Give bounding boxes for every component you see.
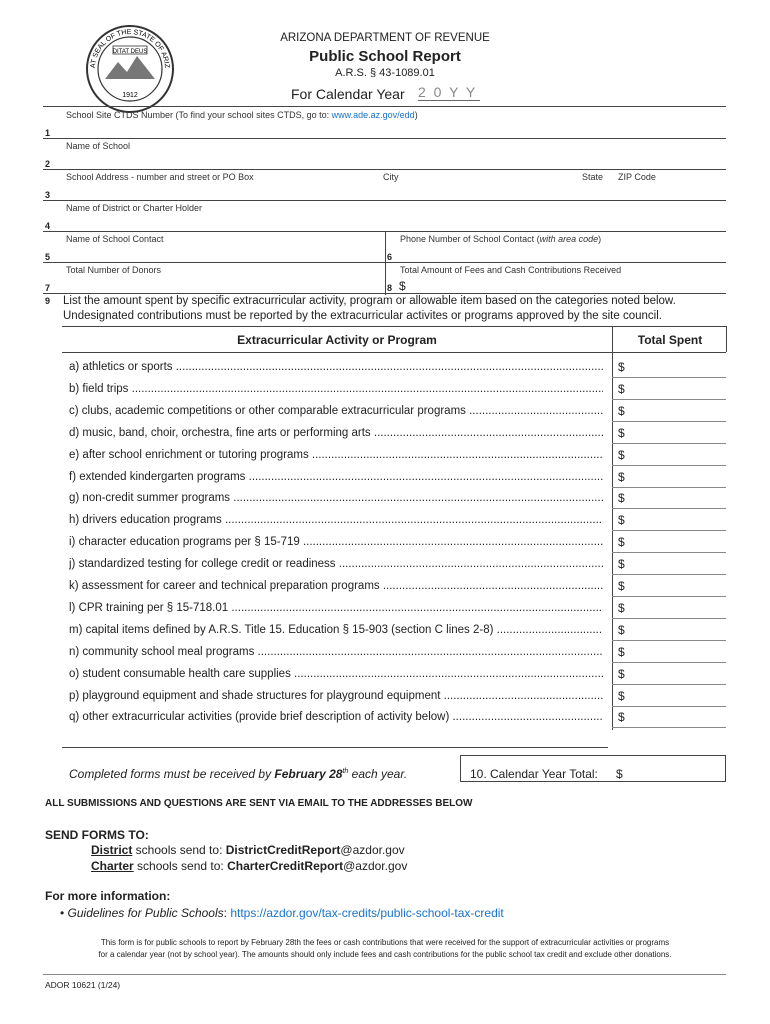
state-seal [85,24,175,114]
guidelines-link[interactable]: https://azdor.gov/tax-credits/public-school-tax-credit [230,906,504,920]
address-label: School Address - number and street or PO Box [66,172,254,182]
total-label: 10. Calendar Year Total: [470,767,598,781]
ctds-link[interactable]: www.ade.az.gov/edd [331,110,415,120]
activity-row-amount[interactable]: $ [618,491,625,505]
form-id: ADOR 10621 (1/24) [45,980,121,990]
activity-row-label: h) drivers education programs ..... [69,514,603,526]
statute: A.R.S. § 43-1089.01 [335,67,435,79]
activity-row-amount[interactable]: $ [618,535,625,549]
activity-row-label: j) standardized testing for college credit or readiness ..... [69,558,603,570]
activity-row-label: d) music, band, choir, orchestra, fine arts or performing arts ..... [69,427,603,439]
seal-motto: DITAT DEUS [112,49,148,55]
field-num-9: 9 [45,296,51,306]
activity-row-amount[interactable]: $ [618,382,625,396]
seal-ring-text: AT SEAL OF THE STATE OF ARIZ [89,28,171,69]
zip-label: ZIP Code [618,172,656,182]
fees-dollar: $ [399,279,406,293]
col-activity-header: Extracurricular Activity or Program [237,333,437,347]
activity-row-amount[interactable]: $ [618,360,625,374]
activity-row-amount[interactable]: $ [618,579,625,593]
activity-row-amount[interactable]: $ [618,448,625,462]
email-notice: ALL SUBMISSIONS AND QUESTIONS ARE SENT VIA EMAIL TO THE ADDRESSES BELOW [45,798,473,809]
activity-row-label: l) CPR training per § 15-718.01 ..... [69,602,603,614]
activity-row-amount[interactable]: $ [618,426,625,440]
activity-row-amount[interactable]: $ [618,557,625,571]
calendar-year-label: For Calendar Year [291,86,405,102]
activity-row-label: f) extended kindergarten programs ..... [69,471,603,483]
field-num-4: 4 [45,221,51,231]
field-num-5: 5 [45,252,51,262]
school-name-label: Name of School [66,141,131,151]
contact-label: Name of School Contact [66,234,164,244]
district-send-line: District schools send to: DistrictCreditReport@azdor.gov [91,843,405,857]
activity-row-label: b) field trips ..... [69,383,603,395]
donors-label: Total Number of Donors [66,265,162,275]
activity-row-amount[interactable]: $ [618,623,625,637]
department-name: ARIZONA DEPARTMENT OF REVENUE [280,32,490,44]
activity-row-label: e) after school enrichment or tutoring programs ..... [69,449,603,461]
charter-email[interactable]: CharterCreditReport [227,859,344,873]
state-label: State [582,172,604,182]
activity-row-label: a) athletics or sports ..... [69,361,603,373]
charter-send-line: Charter schools send to: CharterCreditReport@azdor.gov [91,859,408,873]
deadline-note: Completed forms must be received by February 28th each year. [69,767,408,781]
activity-row-amount[interactable]: $ [618,513,625,527]
activity-row-amount[interactable]: $ [618,667,625,681]
activity-row-amount[interactable]: $ [618,470,625,484]
field-num-6: 6 [387,252,393,262]
activity-row-label: q) other extracurricular activities (provide brief description of activity below) ..... [69,711,603,723]
activity-row-label: c) clubs, academic competitions or other comparable extracurricular programs ..... [69,405,603,417]
calendar-year-total-box[interactable] [460,755,726,782]
city-label: City [383,172,399,182]
field-num-3: 3 [45,190,51,200]
form-title: Public School Report [309,48,461,65]
field-num-8: 8 [387,283,393,293]
fees-label: Total Amount of Fees and Cash Contributions Received [400,265,622,275]
total-dollar: $ [616,767,623,781]
ctds-label: School Site CTDS Number (To find your school sites CTDS, go to: www.ade.az.gov/edd) [66,110,418,120]
section9-line2: Undesignated contributions must be reported by the extracurricular activites or programs approved by the site council. [63,310,662,322]
activity-row-amount[interactable]: $ [618,601,625,615]
district-label: Name of District or Charter Holder [66,203,203,213]
activity-row-label: m) capital items defined by A.R.S. Title 15. Education § 15-903 (section C lines 2-8) ..... [69,624,603,636]
activity-row-amount[interactable]: $ [618,689,625,703]
district-email[interactable]: DistrictCreditReport [225,843,341,857]
calendar-year-input[interactable]: 2 0 Y Y [418,84,480,101]
col-total-header: Total Spent [637,333,703,347]
guidelines-line: • Guidelines for Public Schools: https://azdor.gov/tax-credits/public-school-tax-credit [60,906,504,920]
activity-row-amount[interactable]: $ [618,404,625,418]
activity-row-label: g) non-credit summer programs ..... [69,492,603,504]
activity-row-amount[interactable]: $ [618,645,625,659]
field-num-7: 7 [45,283,51,293]
seal-year: 1912 [122,92,138,99]
form-note-1: This form is for public schools to report by February 28th the fees or cash contributions that were received for the support of extracurricular activities or programs [100,938,670,947]
more-info-heading: For more information: [45,889,171,903]
activity-row-label: k) assessment for career and technical preparation programs ..... [69,580,603,592]
send-forms-heading: SEND FORMS TO: [45,828,149,842]
form-note-2: for a calendar year (not by school year). The amounts should only include fees and cash contributions for the public school tax credit and exclude other donations. [98,950,672,959]
activity-row-label: o) student consumable health care supplies ..... [69,668,603,680]
activity-row-label: n) community school meal programs ..... [69,646,603,658]
field-num-1: 1 [45,128,51,138]
phone-label: Phone Number of School Contact (with area code) [400,234,602,244]
field-num-2: 2 [45,159,51,169]
activity-row-amount[interactable]: $ [618,710,625,724]
activity-row-label: p) playground equipment and shade structures for playground equipment ..... [69,690,603,702]
section9-line1: List the amount spent by specific extracurricular activity, program or allowable item based on the categories noted below. [63,295,676,307]
activity-row-label: i) character education programs per § 15-719 ..... [69,536,603,548]
